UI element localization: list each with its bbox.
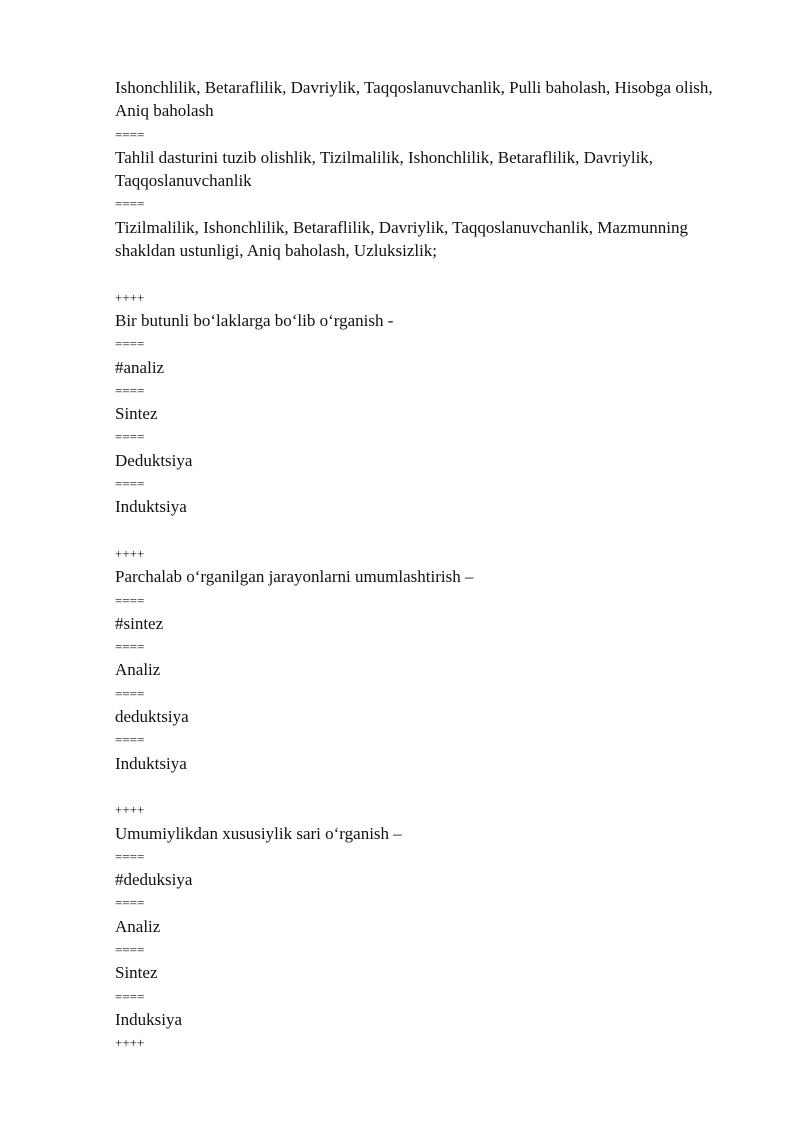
blank-line — [115, 519, 740, 542]
separator-line: ==== — [115, 429, 145, 445]
blank-line — [115, 775, 740, 798]
separator-line: ==== — [115, 988, 145, 1004]
separator-line: ==== — [115, 126, 145, 142]
separator-line: ==== — [115, 639, 145, 655]
text-line: #deduksiya — [115, 870, 193, 890]
text-line: Induktsiya — [115, 753, 187, 773]
text-line: Ishonchlilik, Betaraflilik, Davriylik, Taqqoslanuvchanlik, Pulli baholash, Hisobga olish, Aniq baholash — [115, 78, 716, 121]
separator-line: ==== — [115, 895, 145, 911]
separator-line: ++++ — [115, 1035, 145, 1051]
separator-line: ++++ — [115, 289, 145, 305]
text-line: Parchalab o‘rganilgan jarayonlarni umumlashtirish – — [115, 567, 474, 587]
document-body — [115, 76, 740, 1054]
text-line: Sintez — [115, 404, 158, 424]
separator-line: ==== — [115, 732, 145, 748]
blank-line — [115, 262, 740, 285]
separator-line: ==== — [115, 476, 145, 492]
text-line: #analiz — [115, 357, 165, 377]
separator-line: ==== — [115, 685, 145, 701]
text-line: Analiz — [115, 660, 161, 680]
separator-line: ==== — [115, 848, 145, 864]
separator-line: ==== — [115, 592, 145, 608]
text-line: Deduktsiya — [115, 450, 193, 470]
separator-line: ++++ — [115, 802, 145, 818]
text-line: Tahlil dasturini tuzib olishlik, Tizilmalilik, Ishonchlilik, Betaraflilik, Davriylik, Taqqoslanuvchanlik — [115, 147, 657, 191]
text-line: Induktsiya — [115, 497, 187, 517]
separator-line: ==== — [115, 382, 145, 398]
separator-line: ++++ — [115, 545, 145, 561]
text-line: Bir butunli bo‘laklarga bo‘lib o‘rganish - — [115, 310, 394, 330]
text-line: Umumiylikdan xususiylik sari o‘rganish – — [115, 823, 402, 843]
text-line: Induksiya — [115, 1009, 183, 1029]
text-line: Analiz — [115, 916, 161, 936]
separator-line: ==== — [115, 941, 145, 957]
separator-line: ==== — [115, 196, 145, 212]
text-line: deduktsiya — [115, 707, 189, 727]
separator-line: ==== — [115, 336, 145, 352]
text-line: #sintez — [115, 613, 164, 633]
text-line: Tizilmalilik, Ishonchlilik, Betaraflilik, Davriylik, Taqqoslanuvchanlik, Mazmunning shakldan ustunligi, Aniq baholash, Uzluksizlik; — [115, 217, 693, 261]
text-line: Sintez — [115, 963, 158, 983]
